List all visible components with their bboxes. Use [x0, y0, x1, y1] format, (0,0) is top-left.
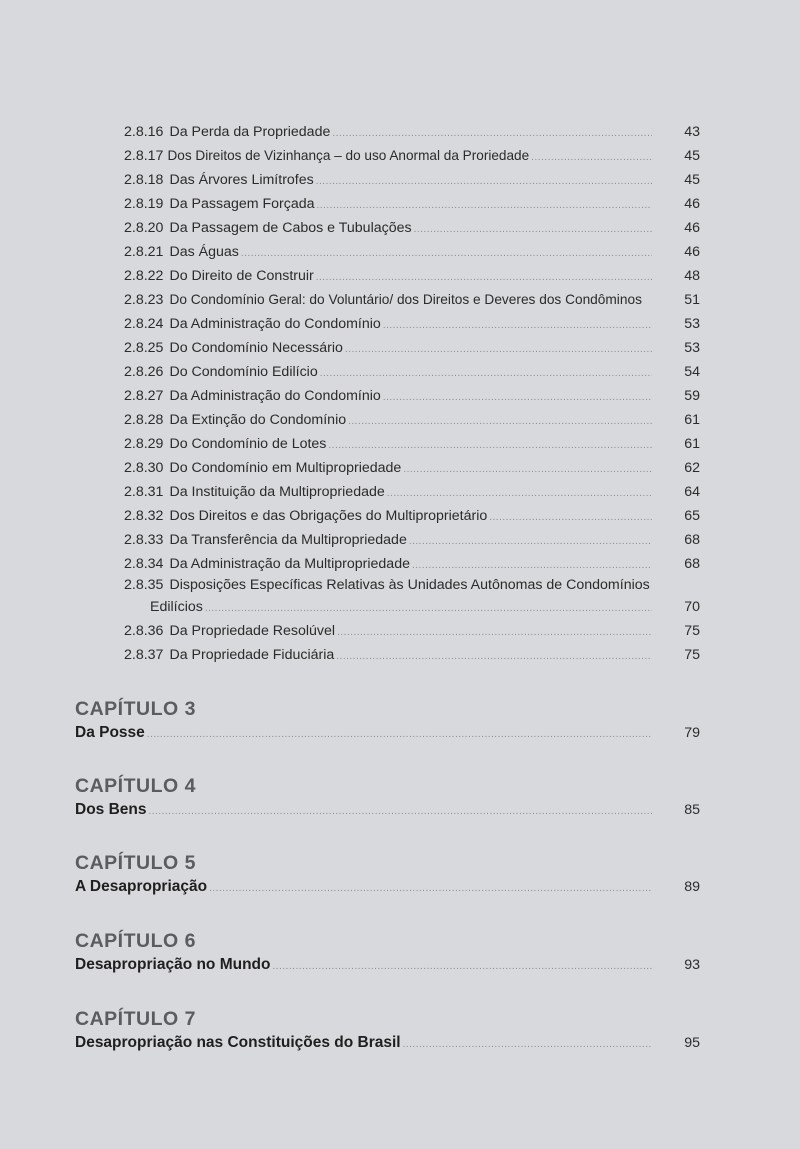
entry-number: 2.8.16 — [124, 124, 164, 140]
toc-entry — [124, 619, 700, 643]
entry-page: 53 — [684, 340, 700, 356]
toc-entry — [124, 384, 700, 408]
entry-page: 59 — [684, 388, 700, 404]
entry-title: Da Extinção do Condomínio — [169, 412, 347, 428]
toc-entry — [124, 504, 700, 528]
entry-title: Da Propriedade Resolúvel — [169, 623, 336, 639]
toc-entry — [124, 336, 700, 360]
chapter-page: 85 — [684, 802, 700, 818]
entry-title-line2: Edilícios — [150, 599, 203, 615]
toc-entry — [124, 120, 700, 144]
leader-dots — [489, 506, 652, 530]
leader-dots — [337, 621, 652, 645]
leader-dots — [149, 800, 653, 824]
chapter-label: CAPÍTULO 6 — [75, 930, 196, 952]
entry-number: 2.8.31 — [124, 484, 164, 500]
entry-title: Dos Direitos e das Obrigações do Multiproprietário — [169, 508, 488, 524]
toc-subsection-list — [124, 120, 700, 667]
entry-number: 2.8.27 — [124, 388, 164, 404]
entry-page: 62 — [684, 460, 700, 476]
entry-number: 2.8.32 — [124, 508, 164, 524]
toc-entry — [124, 408, 700, 432]
chapter-title: Dos Bens — [75, 801, 147, 818]
entry-page: 75 — [684, 623, 700, 639]
entry-page: 43 — [684, 124, 700, 140]
entry-number: 2.8.29 — [124, 436, 164, 452]
leader-dots — [387, 482, 652, 506]
entry-page: 61 — [684, 412, 700, 428]
toc-entry — [124, 552, 700, 576]
chapter-label: CAPÍTULO 3 — [75, 698, 196, 720]
toc-entry — [124, 192, 700, 216]
chapter-title: Desapropriação no Mundo — [75, 956, 271, 973]
toc-entry-two-line — [124, 576, 700, 619]
entry-title: Da Instituição da Multipropriedade — [169, 484, 385, 500]
entry-number: 2.8.18 — [124, 172, 164, 188]
leader-dots — [320, 362, 652, 386]
entry-title: Do Condomínio Necessário — [169, 340, 343, 356]
entry-number: 2.8.20 — [124, 220, 164, 236]
leader-dots — [403, 458, 652, 482]
chapter-page: 95 — [684, 1035, 700, 1051]
chapter-3 — [75, 697, 700, 745]
toc-entry — [124, 288, 700, 312]
leader-dots — [531, 146, 652, 170]
leader-dots — [348, 410, 652, 434]
entry-page: 61 — [684, 436, 700, 452]
toc-entry — [124, 144, 700, 168]
chapter-7 — [75, 1007, 700, 1055]
leader-dots — [205, 597, 652, 621]
entry-page: 48 — [684, 268, 700, 284]
leader-dots — [316, 266, 652, 290]
entry-page: 65 — [684, 508, 700, 524]
leader-dots — [412, 554, 652, 578]
entry-title: Do Condomínio Edilício — [169, 364, 318, 380]
leader-dots — [383, 386, 652, 410]
chapter-title: A Desapropriação — [75, 878, 208, 895]
toc-entry — [124, 643, 700, 667]
entry-number: 2.8.36 — [124, 623, 164, 639]
leader-dots — [409, 530, 652, 554]
entry-title: Do Condomínio de Lotes — [169, 436, 327, 452]
entry-number: 2.8.26 — [124, 364, 164, 380]
entry-number: 2.8.37 — [124, 647, 164, 663]
leader-dots — [336, 645, 652, 669]
toc-entry — [124, 264, 700, 288]
toc-entry — [124, 240, 700, 264]
entry-title: Dos Direitos de Vizinhança – do uso Anormal da Proriedade — [167, 148, 530, 163]
entry-page: 45 — [684, 172, 700, 188]
entry-number: 2.8.34 — [124, 556, 164, 572]
chapter-title: Da Posse — [75, 724, 145, 741]
toc-entry — [124, 528, 700, 552]
chapter-label: CAPÍTULO 7 — [75, 1008, 196, 1030]
entry-title: Do Condomínio Geral: do Voluntário/ dos Direitos e Deveres dos Condôminos — [169, 292, 642, 307]
entry-title: Das Águas — [169, 244, 239, 260]
entry-page: 46 — [684, 244, 700, 260]
toc-entry — [124, 312, 700, 336]
chapter-6 — [75, 929, 700, 977]
chapter-page: 93 — [684, 957, 700, 973]
entry-number: 2.8.17 — [124, 148, 164, 164]
entry-number: 2.8.19 — [124, 196, 164, 212]
toc-entry — [124, 480, 700, 504]
entry-title: Da Perda da Propriedade — [169, 124, 331, 140]
entry-title: Do Direito de Construir — [169, 268, 314, 284]
entry-page: 46 — [684, 220, 700, 236]
entry-number: 2.8.21 — [124, 244, 164, 260]
entry-number: 2.8.28 — [124, 412, 164, 428]
leader-dots — [316, 170, 652, 194]
entry-number: 2.8.33 — [124, 532, 164, 548]
toc-entry — [124, 216, 700, 240]
entry-title: Do Condomínio em Multipropriedade — [169, 460, 402, 476]
entry-number: 2.8.24 — [124, 316, 164, 332]
chapter-label: CAPÍTULO 5 — [75, 852, 196, 874]
leader-dots — [317, 194, 652, 218]
entry-page: 53 — [684, 316, 700, 332]
entry-number: 2.8.22 — [124, 268, 164, 284]
entry-title: Da Administração do Condomínio — [169, 388, 381, 404]
chapter-page: 79 — [684, 725, 700, 741]
entry-page: 70 — [684, 599, 700, 615]
entry-page: 54 — [684, 364, 700, 380]
leader-dots — [147, 723, 652, 747]
entry-title: Da Administração da Multipropriedade — [169, 556, 410, 572]
chapter-label: CAPÍTULO 4 — [75, 775, 196, 797]
leader-dots — [345, 338, 652, 362]
leader-dots — [414, 218, 652, 242]
entry-page: 75 — [684, 647, 700, 663]
entry-number: 2.8.35 — [124, 577, 164, 593]
toc-entry — [124, 168, 700, 192]
toc-entry — [124, 360, 700, 384]
entry-title-line1: Disposições Específicas Relativas às Unidades Autônomas de Condomínios — [169, 577, 650, 593]
entry-number: 2.8.30 — [124, 460, 164, 476]
leader-dots — [403, 1033, 652, 1057]
entry-number: 2.8.25 — [124, 340, 164, 356]
entry-page: 45 — [684, 148, 700, 164]
entry-title: Das Árvores Limítrofes — [169, 172, 314, 188]
chapter-title: Desapropriação nas Constituições do Brasil — [75, 1034, 401, 1051]
entry-title: Da Propriedade Fiduciária — [169, 647, 335, 663]
entry-page: 68 — [684, 556, 700, 572]
entry-title: Da Passagem de Cabos e Tubulações — [169, 220, 412, 236]
leader-dots — [209, 877, 652, 901]
entry-page: 51 — [684, 292, 700, 308]
entry-page: 64 — [684, 484, 700, 500]
leader-dots — [273, 955, 653, 979]
leader-dots — [383, 314, 652, 338]
leader-dots — [328, 434, 652, 458]
entry-number: 2.8.23 — [124, 292, 164, 308]
toc-entry — [124, 456, 700, 480]
leader-dots — [332, 122, 652, 146]
toc-entry — [124, 432, 700, 456]
entry-page: 68 — [684, 532, 700, 548]
entry-title: Da Transferência da Multipropriedade — [169, 532, 407, 548]
entry-page: 46 — [684, 196, 700, 212]
chapter-5 — [75, 851, 700, 899]
entry-title: Da Passagem Forçada — [169, 196, 315, 212]
chapter-page: 89 — [684, 879, 700, 895]
chapter-4 — [75, 774, 700, 822]
leader-dots — [241, 242, 652, 266]
entry-title: Da Administração do Condomínio — [169, 316, 381, 332]
